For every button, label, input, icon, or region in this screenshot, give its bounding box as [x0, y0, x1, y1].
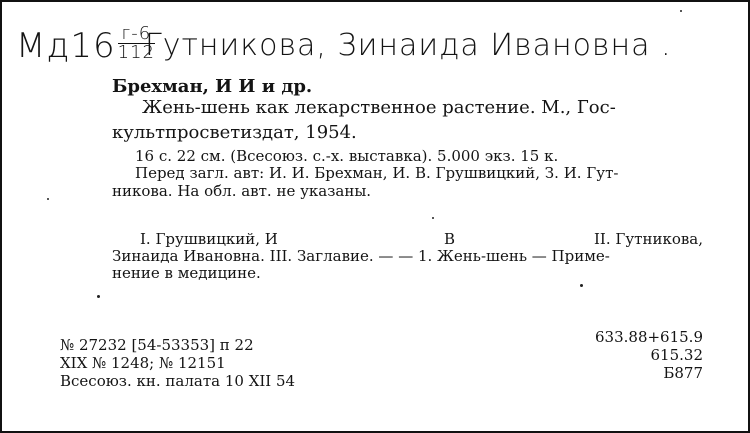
scan-speck [97, 295, 100, 298]
scan-speck [680, 10, 682, 12]
scan-speck [432, 217, 434, 219]
tracing-line-2: Зинаида Ивановна. III. Заглавие. — — 1. Жень-шень — Приме- [112, 247, 610, 265]
tracing-1: I. Грушвицкий, И [140, 230, 278, 248]
scan-speck [47, 198, 49, 200]
tracing-2: II. Гутникова, [594, 230, 703, 248]
footer-record-number: № 27232 [54-53353] п 22 [60, 336, 254, 354]
entry-heading: Брехман, И И и др. [112, 76, 313, 97]
tracing-line-3: нение в медицине. [112, 264, 261, 282]
collation-line: 16 с. 22 см. (Всесоюз. с.-х. выставка). 5.000 экз. 15 к. [135, 147, 559, 165]
classification-number-2: 615.32 [650, 346, 703, 364]
title-line-2: культпросветиздат, 1954. [112, 122, 357, 143]
shelfmark [16, 23, 155, 66]
note-line-1: Перед загл. авт: И. И. Брехман, И. В. Грушвицкий, З. И. Гут- [135, 164, 619, 182]
note-line-2: никова. На обл. авт. не указаны. [112, 182, 372, 200]
shelfmark-prefix: Мд [16, 26, 71, 66]
classification-number: 633.88+615.9 [595, 328, 703, 346]
tracing-initial: В [444, 230, 456, 248]
author-mark: Б877 [663, 364, 703, 382]
title-line-1: Жень-шень как лекарственное растение. М., Гос- [142, 97, 616, 118]
fraction-top: г-6 [118, 25, 155, 44]
scan-speck [580, 284, 583, 287]
footer-chamber-line: Всесоюз. кн. палата 10 XII 54 [60, 372, 296, 390]
footer-index-line: XIX № 1248; № 12151 [60, 354, 226, 372]
handwritten-author: Гутникова, Зинаида Ивановна . [145, 28, 672, 63]
shelfmark-number: 16 [70, 26, 116, 66]
fraction-bottom: 112 [117, 42, 155, 63]
